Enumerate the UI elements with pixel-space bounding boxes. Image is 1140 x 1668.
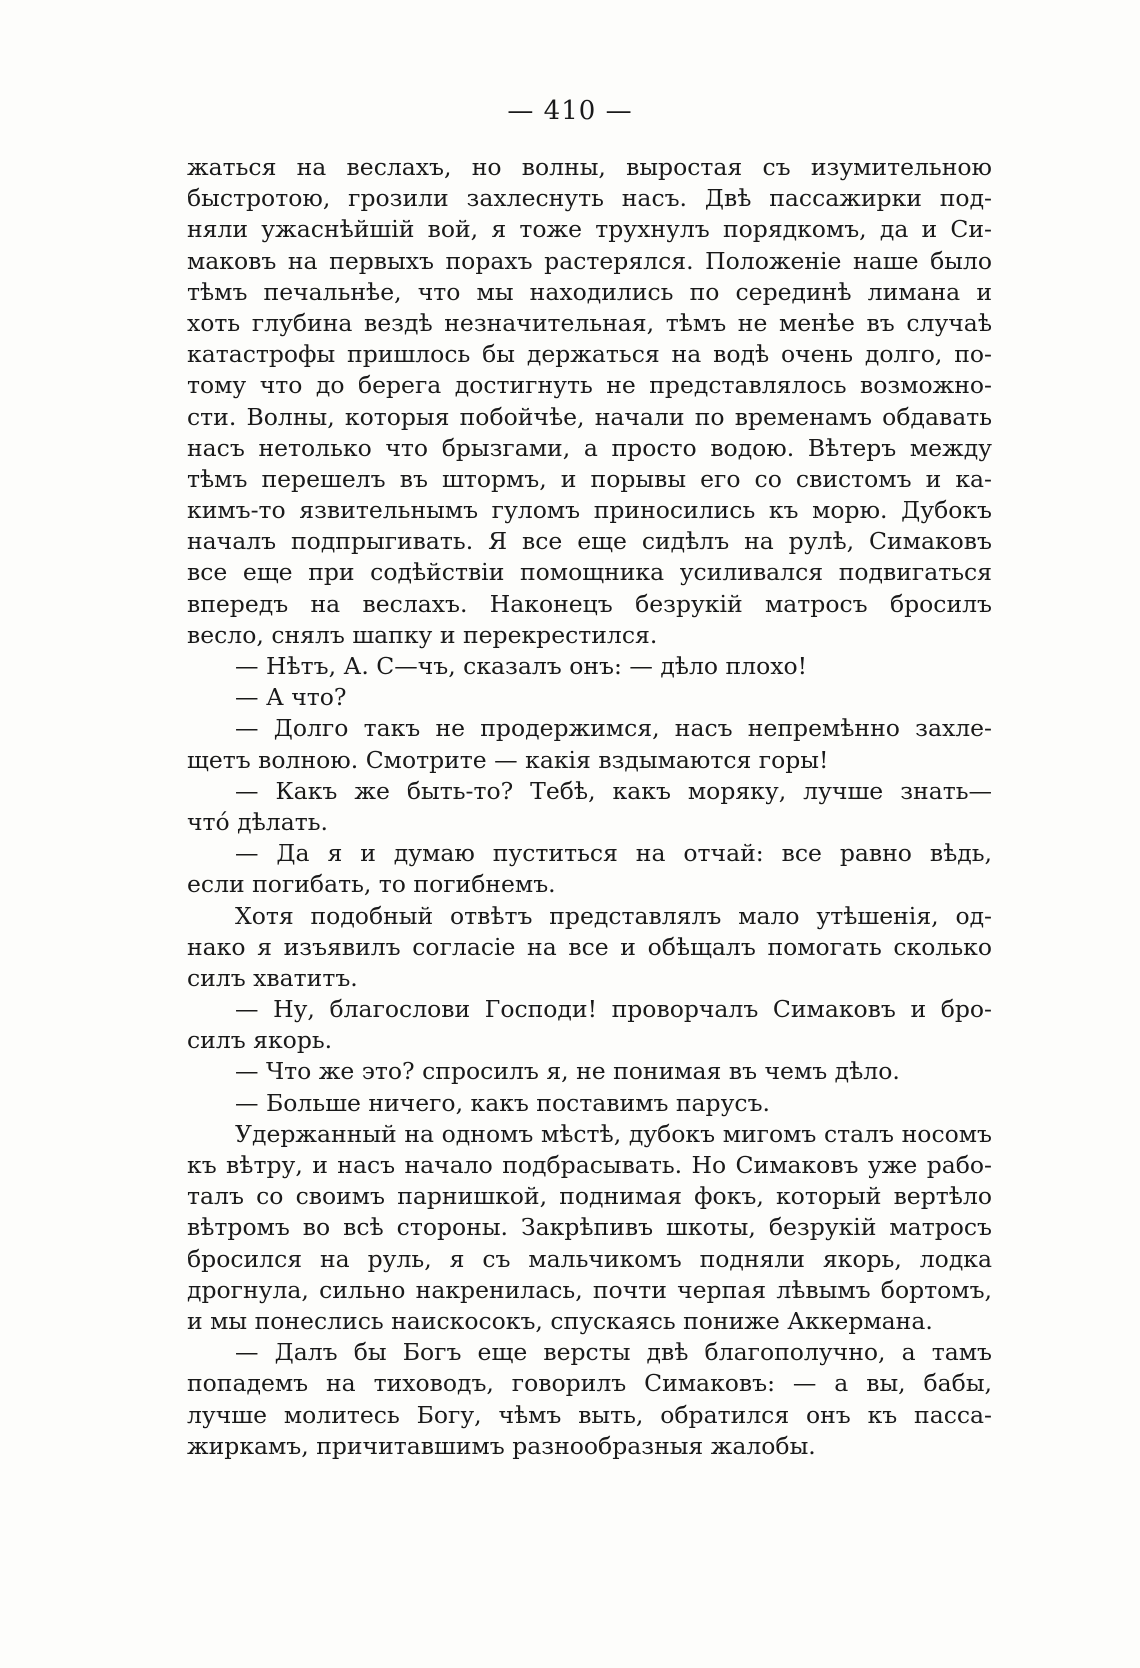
text-line: и мы понеслись наискосокъ, спускаясь пониже Аккермана.: [187, 1306, 933, 1335]
text-line: силъ якорь.: [187, 1026, 333, 1055]
text-line: насъ нетолько что брызгами, а просто водою. Вѣтеръ между: [187, 433, 992, 462]
text-line: если погибать, то погибнемъ.: [187, 870, 556, 899]
text-line: щетъ волною. Смотрите — какія вздымаются горы!: [187, 745, 829, 774]
text-line: — А что?: [235, 683, 347, 712]
text-line: вѣтромъ во всѣ стороны. Закрѣпивъ шкоты, безрукій матросъ: [187, 1213, 992, 1242]
body-text: [187, 152, 992, 1462]
text-line: кимъ-то язвительнымъ гуломъ приносились къ морю. Дубокъ: [187, 496, 992, 525]
text-line: началъ подпрыгивать. Я все еще сидѣлъ на рулѣ, Симаковъ: [187, 527, 992, 556]
text-line: — Нѣтъ, А. С—чъ, сказалъ онъ: — дѣло плохо!: [235, 652, 808, 680]
text-line: маковъ на первыхъ порахъ растерялся. Положеніе наше было: [187, 246, 992, 275]
text-line: талъ со своимъ парнишкой, поднимая фокъ, который вертѣло: [187, 1182, 992, 1211]
text-line: бросился на руль, я съ мальчикомъ подняли якорь, лодка: [187, 1244, 992, 1273]
text-line: хоть глубина вездѣ незначительная, тѣмъ не менѣе въ случаѣ: [187, 308, 992, 337]
text-line: — Что же это? спросилъ я, не понимая въ чемъ дѣло.: [235, 1057, 900, 1086]
text-line: тому что до берега достигнуть не представлялось возможно-: [187, 371, 992, 400]
text-line: — Долго такъ не продержимся, насъ непремѣнно захле-: [235, 714, 992, 743]
text-line: къ вѣтру, и насъ начало подбрасывать. Но Симаковъ уже рабо-: [187, 1151, 992, 1179]
text-line: дрогнула, сильно накренилась, почти черпая лѣвымъ бортомъ,: [187, 1275, 992, 1304]
text-line: Хотя подобный отвѣтъ представлялъ мало утѣшенія, од-: [235, 901, 992, 930]
text-line: жаться на веслахъ, но волны, выростая съ изумительною: [187, 153, 992, 181]
text-line: — Далъ бы Богъ еще версты двѣ благополучно, а тамъ: [235, 1338, 992, 1367]
text-line: тѣмъ печальнѣе, что мы находились по серединѣ лимана и: [187, 277, 992, 306]
text-line: жиркамъ, причитавшимъ разнообразныя жалобы.: [187, 1431, 816, 1460]
text-line: катастрофы пришлось бы держаться на водѣ очень долго, по-: [187, 340, 992, 369]
text-line: — Какъ же быть-то? Тебѣ, какъ моряку, лучше знать—: [235, 776, 992, 805]
text-line: попадемъ на тиховодъ, говорилъ Симаковъ: — а вы, бабы,: [187, 1369, 992, 1398]
text-line: быстротою, грозили захлеснуть насъ. Двѣ пассажирки под-: [187, 184, 992, 213]
text-line: впередъ на веслахъ. Наконецъ безрукій матросъ бросилъ: [187, 589, 992, 618]
text-line: — Да я и думаю пуститься на отчай: все равно вѣдь,: [235, 839, 992, 868]
text-line: нако я изъявилъ согласіе на все и обѣщалъ помогать сколько: [187, 932, 992, 961]
text-line: что́ дѣлать.: [187, 807, 328, 836]
text-line: Удержанный на одномъ мѣстѣ, дубокъ мигомъ сталъ носомъ: [235, 1119, 992, 1148]
text-line: все еще при содѣйствіи помощника усиливался подвигаться: [187, 558, 992, 587]
text-line: лучше молитесь Богу, чѣмъ выть, обратился онъ къ пасса-: [187, 1400, 992, 1429]
text-line: сти. Волны, которыя побойчѣе, начали по временамъ обдавать: [187, 402, 992, 431]
text-line: — Больше ничего, какъ поставимъ парусъ.: [235, 1088, 771, 1117]
text-line: тѣмъ перешелъ въ штормъ, и порывы его со свистомъ и ка-: [187, 464, 992, 493]
text-line: няли ужаснѣйшій вой, я тоже трухнулъ порядкомъ, да и Си-: [187, 215, 992, 244]
text-line: силъ хватитъ.: [187, 963, 358, 992]
text-line: весло, снялъ шапку и перекрестился.: [187, 620, 658, 649]
page-number: — 410 —: [507, 96, 633, 126]
text-line: — Ну, благослови Господи! проворчалъ Симаковъ и бро-: [235, 995, 992, 1024]
